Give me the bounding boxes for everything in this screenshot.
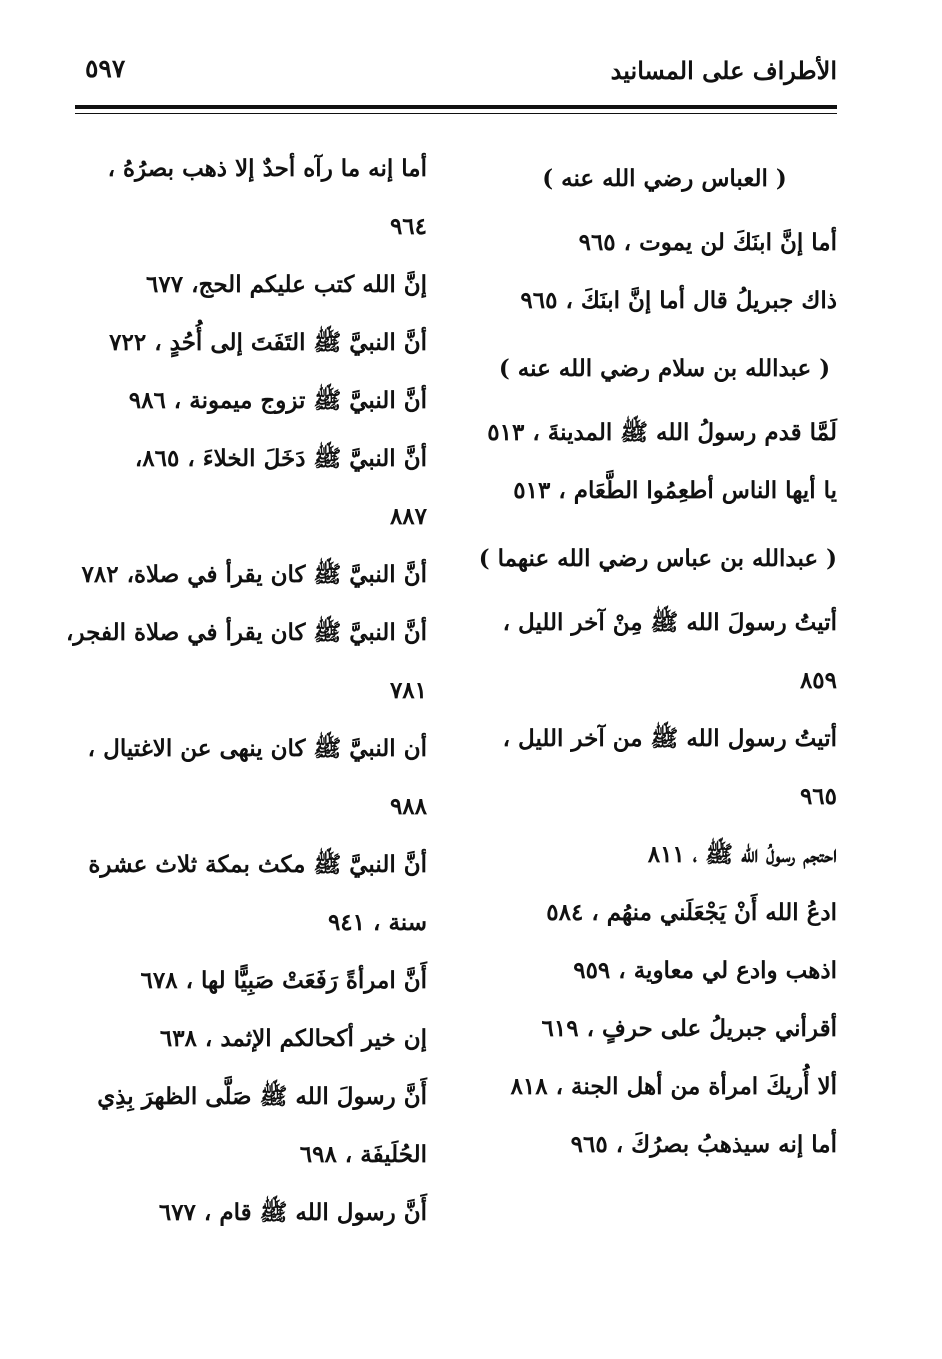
index-entry: أما إنَّ ابنَكَ لن يموت ، ٩٦٥ bbox=[578, 229, 837, 256]
page-number: ٥٩٧ bbox=[85, 54, 126, 83]
index-entry-continuation: ٨٨٧ bbox=[389, 503, 427, 530]
index-entry: أن النبيَّ ﷺ كان ينهى عن الاغتيال ، bbox=[87, 735, 427, 762]
index-entry: لَمَّا قدم رسولُ الله ﷺ المدينةَ ، ٥١٣ bbox=[487, 419, 837, 446]
index-entry: اذهب وادع لي معاوية ، ٩٥٩ bbox=[573, 957, 837, 984]
index-entry-continuation: ٩٨٨ bbox=[389, 793, 427, 820]
index-entry-continuation: الحُلَيفَة ، ٦٩٨ bbox=[299, 1141, 427, 1168]
header-rule-thin bbox=[75, 113, 837, 114]
index-entry: أتيتُ رسولَ الله ﷺ مِنْ آخر الليل ، bbox=[502, 609, 837, 636]
index-entry: أَنَّ رسولَ الله ﷺ صَلَّى الظهرَ بِذِي bbox=[97, 1083, 427, 1110]
index-entry: ادعُ الله أَنْ يَجْعَلَني منهُم ، ٥٨٤ bbox=[546, 899, 837, 926]
section-heading: ( عبدالله بن عباس رضي الله عنهما ) bbox=[478, 545, 837, 572]
section-heading: ( العباس رضي الله عنه ) bbox=[542, 165, 787, 192]
index-entry: أنَّ النبيَّ ﷺ التَفَتَ إلى أُحُدٍ ، ٧٢٢ bbox=[109, 329, 427, 356]
index-entry: أنَّ النبيَّ ﷺ دَخَلَ الخلاءَ ، ٨٦٥، bbox=[134, 445, 427, 472]
index-entry: أنَّ النبيَّ ﷺ كان يقرأ في صلاة الفجر، bbox=[66, 619, 427, 646]
page-header bbox=[75, 48, 837, 98]
right-column bbox=[478, 140, 837, 1174]
index-entry-continuation: ٨٥٩ bbox=[799, 667, 837, 694]
index-entry: أنَّ النبيَّ ﷺ تزوج ميمونة ، ٩٨٦ bbox=[128, 387, 427, 414]
index-entry: أنَّ النبيَّ ﷺ مكث بمكة ثلاث عشرة bbox=[88, 851, 427, 878]
index-entry-continuation: سنة ، ٩٤١ bbox=[327, 909, 427, 936]
index-entry: أما إنه سيذهبُ بصرُكَ ، ٩٦٥ bbox=[570, 1131, 837, 1158]
index-entry: ذاك جبريلُ قال أما إنَّ ابنَكَ ، ٩٦٥ bbox=[520, 287, 837, 314]
index-entry: أما إنه ما رآه أحدٌ إلا ذهب بصرُهُ ، bbox=[107, 155, 427, 182]
index-entry: احتجم رسولُ الله ﷺ ، ٨١١ bbox=[647, 841, 837, 868]
running-title: الأطراف على المسانيد bbox=[610, 56, 837, 85]
index-entry-continuation: ٧٨١ bbox=[389, 677, 427, 704]
index-entry: أَنَّ امرأةً رَفَعَتْ صَبِيًّا لها ، ٦٧٨ bbox=[140, 967, 427, 994]
index-entry: إنَّ الله كتب عليكم الحج، ٦٧٧ bbox=[146, 271, 427, 298]
header-rule-thick bbox=[75, 105, 837, 109]
index-entry: أتيتُ رسول الله ﷺ من آخر الليل ، bbox=[502, 725, 837, 752]
left-column bbox=[66, 140, 427, 1242]
index-entry: يا أيها الناس أطعِمُوا الطَّعَام ، ٥١٣ bbox=[513, 477, 837, 504]
index-entry-continuation: ٩٦٤ bbox=[389, 213, 427, 240]
section-heading: ( عبدالله بن سلام رضي الله عنه ) bbox=[498, 355, 831, 382]
index-entry: ألا أُريكَ امرأة من أهل الجنة ، ٨١٨ bbox=[510, 1073, 837, 1100]
index-entry-continuation: ٩٦٥ bbox=[799, 783, 837, 810]
index-entry: أنَّ النبيَّ ﷺ كان يقرأ في صلاة، ٧٨٢ bbox=[81, 561, 427, 588]
index-entry: أَنَّ رسول الله ﷺ قام ، ٦٧٧ bbox=[158, 1199, 427, 1226]
index-entry: إن خير أكحالكم الإثمد ، ٦٣٨ bbox=[159, 1025, 427, 1052]
index-entry: أقرأني جبريلُ على حرفٍ ، ٦١٩ bbox=[541, 1015, 837, 1042]
